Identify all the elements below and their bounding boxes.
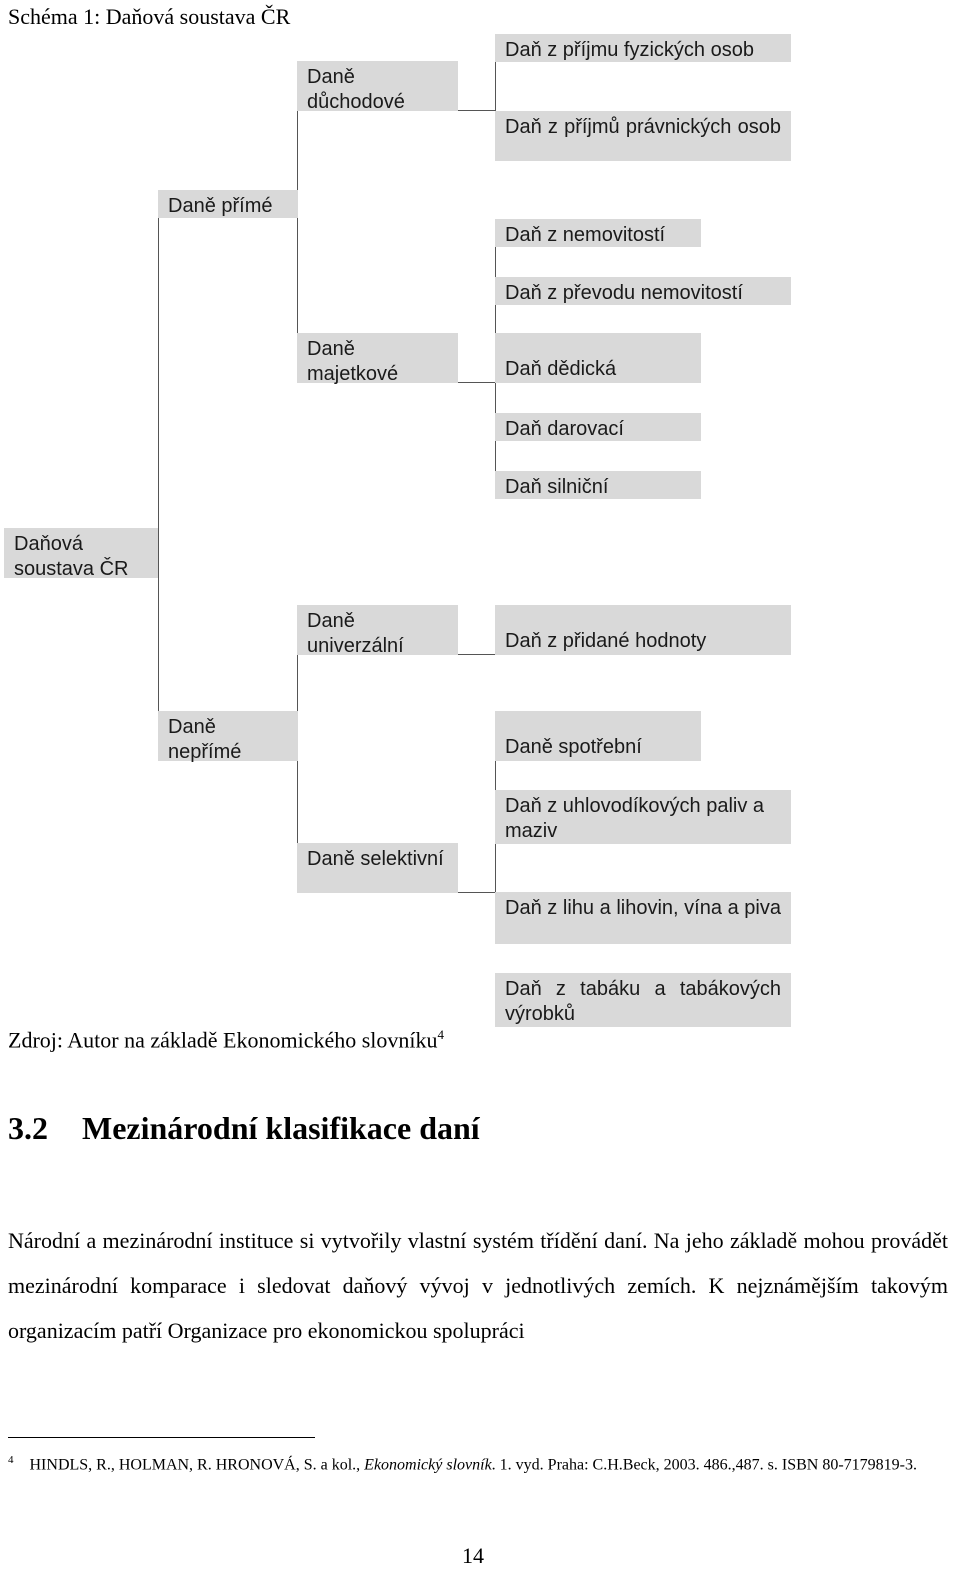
node-label: Daň dědická	[505, 358, 617, 380]
connector-universal-h	[458, 654, 496, 655]
node-indirect-taxes	[158, 711, 298, 761]
footnote-reference: 4	[437, 1027, 445, 1042]
node-tobacco-tax	[495, 973, 791, 1027]
node-label: Daň z uhlovodíkových paliv a maziv	[505, 795, 765, 842]
node-direct-taxes	[158, 190, 298, 218]
footnote-number: 4	[8, 1454, 14, 1466]
node-selective-taxes	[297, 843, 458, 893]
node-label: Daň z příjmů právnických osob	[505, 116, 781, 138]
node-label: Daňová soustava ČR	[14, 533, 129, 580]
footnote-separator	[8, 1437, 315, 1438]
node-vat	[495, 605, 791, 655]
node-label: Daně univerzální	[307, 610, 404, 657]
node-gift-tax	[495, 413, 701, 441]
node-corporate-income-tax	[495, 111, 791, 161]
figure-source	[8, 1027, 444, 1053]
connector-selective-h	[458, 892, 496, 893]
node-label: Daně nepřímé	[168, 716, 242, 763]
footnote-authors: HINDLS, R., HOLMAN, R. HRONOVÁ, S. a kol.,	[29, 1456, 365, 1474]
node-label: Daň z lihu a lihovin, vína a piva	[505, 897, 781, 919]
node-label: Daň darovací	[505, 418, 624, 440]
node-label: Daň silniční	[505, 476, 609, 498]
node-excise-taxes	[495, 711, 701, 761]
node-inheritance-tax	[495, 333, 701, 383]
figure-caption: Schéma 1: Daňová soustava ČR	[8, 4, 291, 29]
node-universal-taxes	[297, 605, 458, 655]
section-title: Mezinárodní klasifikace daní	[82, 1110, 480, 1146]
node-fuel-tax	[495, 790, 791, 844]
node-income-taxes	[297, 61, 458, 111]
node-label: Daň z převodu nemovitostí	[505, 282, 743, 304]
node-road-tax	[495, 471, 701, 499]
node-label: Daň z nemovitostí	[505, 224, 666, 246]
footnote-publication: . 1. vyd. Praha: C.H.Beck, 2003. 486.,487. s. ISBN 80-7179819-3.	[491, 1456, 917, 1474]
node-property-taxes	[297, 333, 458, 383]
section-number: 3.2	[8, 1110, 48, 1146]
connector-property-h	[458, 382, 496, 383]
connector-income	[495, 62, 496, 111]
node-label: Daň z tabáku a tabákových výrobků	[505, 978, 781, 1025]
node-root	[4, 528, 158, 578]
connector-root	[158, 218, 159, 745]
node-label: Daně spotřební	[505, 736, 642, 758]
node-label: Daň z přidané hodnoty	[505, 630, 707, 652]
node-label: Daně důchodové	[307, 66, 405, 113]
section-heading	[8, 1110, 480, 1147]
connector-income-h	[458, 110, 496, 111]
node-label: Daně přímé	[168, 195, 273, 217]
node-transfer-tax	[495, 277, 791, 305]
page-number: 14	[462, 1543, 484, 1568]
node-label: Daně selektivní	[307, 848, 444, 870]
node-label: Daň z příjmu fyzických osob	[505, 39, 754, 61]
footnote	[8, 1450, 940, 1475]
body-paragraph: Národní a mezinárodní instituce si vytvořily vlastní systém třídění daní. Na jeho základě mohou provádět mezinárodní komparace i sledovat daňový vývoj v jednotlivých zemích. K nejznámějším takovým organizacím patří Organizace pro ekonomickou spolupráci	[8, 1228, 948, 1343]
node-alcohol-tax	[495, 892, 791, 944]
source-text: Zdroj: Autor na základě Ekonomického slovníku	[8, 1027, 438, 1053]
node-real-estate-tax	[495, 219, 701, 247]
node-label: Daně majetkové	[307, 338, 399, 385]
footnote-book-title: Ekonomický slovník	[364, 1456, 492, 1474]
node-personal-income-tax	[495, 34, 791, 62]
